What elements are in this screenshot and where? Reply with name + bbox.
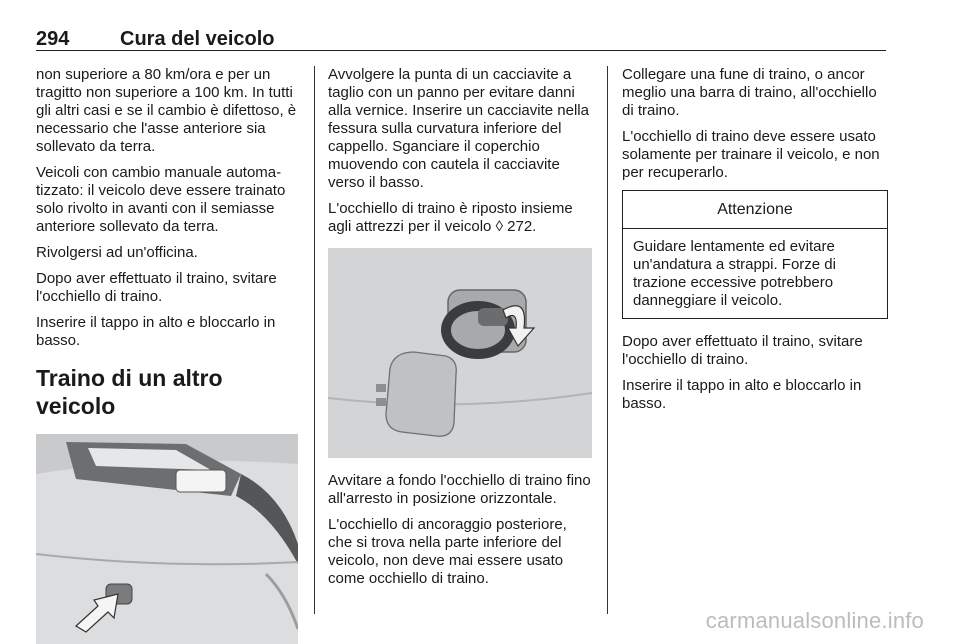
paragraph: Avvolgere la punta di un cacciavite a taglio con un panno per evitare danni alla vernice. Inserire un cacciavite nella fessura sulla curvatura inferiore del cappello. Sganciare il coperchio muovendo con cautela il cacciavite verso il basso. — [328, 66, 589, 191]
paragraph: L'occhiello di ancoraggio posteriore, che si trova nella parte inferiore del veicolo, non deve mai essere usato come occhiello di traino. — [328, 516, 567, 587]
column-2 — [328, 66, 592, 596]
paragraph: L'occhiello di traino deve essere usato solamente per trainare il veicolo, e non per recuperarlo. — [622, 128, 880, 181]
paragraph: non superiore a 80 km/ora e per un tragitto non superiore a 100 km. In tutti gli altri casi e se il cambio è difettoso, è necessario che l'asse anteriore sia sollevato da terra. — [36, 66, 297, 155]
paragraph: Dopo aver effettuato il traino, svitare l'occhiello di traino. — [622, 333, 863, 368]
paragraph: Inserire il tappo in alto e bloccarlo in basso. — [36, 314, 276, 349]
page-title: Cura del veicolo — [120, 28, 275, 50]
column-3 — [622, 66, 888, 421]
column-divider — [314, 66, 315, 614]
warning-box — [622, 190, 888, 319]
warning-text: Guidare lentamente ed evitare un'andatura a strappi. Forze di trazione eccessive potrebbero danneggiare il veicolo. — [633, 238, 836, 309]
warning-title: Attenzione — [623, 191, 887, 229]
paragraph: Inserire il tappo in alto e bloccarlo in basso. — [622, 377, 862, 412]
paragraph: Collegare una fune di traino, o ancor meglio una barra di traino, all'occhiello di traino. — [622, 66, 877, 119]
paragraph: Veicoli con cambio manuale automatizzato: il veicolo deve essere trainato solo rivolto in avanti con il semiasse anteriore sollevato da terra. — [36, 164, 286, 235]
column-divider — [607, 66, 608, 614]
column-1 — [36, 66, 298, 644]
page-header — [36, 28, 886, 51]
paragraph: Avvitare a fondo l'occhiello di traino fino all'arresto in posizione orizzontale. — [328, 472, 591, 507]
paragraph: Dopo aver effettuato il traino, svitare l'occhiello di traino. — [36, 270, 277, 305]
watermark: carmanualsonline.info — [705, 608, 924, 633]
rear-bumper-illustration — [36, 434, 298, 644]
paragraph: L'occhiello di traino è riposto insieme agli attrezzi per il veicolo ◊ 272. — [328, 200, 573, 235]
towing-eye-illustration — [328, 248, 592, 458]
page-number: 294 — [36, 28, 70, 50]
section-title: Traino di un altro veicolo — [36, 365, 223, 419]
paragraph: Rivolgersi ad un'officina. — [36, 244, 198, 261]
